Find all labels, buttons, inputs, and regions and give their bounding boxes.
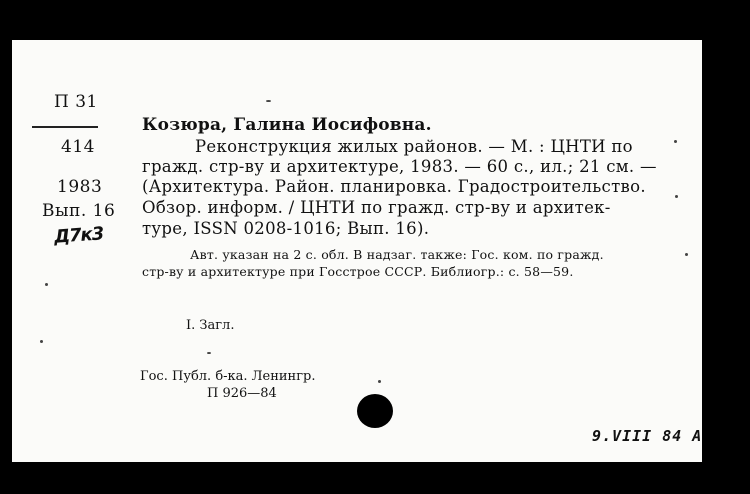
call-issue: Вып. 16 (42, 201, 116, 221)
scan-speck (378, 380, 381, 383)
scan-speck (685, 253, 688, 256)
author-heading: Козюра, Галина Иосифовна. (142, 115, 432, 135)
note-line: стр-ву и архитектуре при Госстрое СССР. Библиогр.: с. 58—59. (142, 264, 574, 279)
scan-speck (207, 352, 211, 354)
scan-speck (675, 195, 678, 198)
scan-speck (40, 340, 43, 343)
record-line: Реконструкция жилых районов. — М. : ЦНТИ по (195, 137, 633, 156)
card-number: П 926—84 (207, 386, 277, 401)
record-line: гражд. стр-ву и архитектуре, 1983. — 60 с., ил.; 21 см. — (142, 157, 657, 176)
date-stamp: 9.VIII 84 A (592, 427, 703, 445)
punch-hole (357, 394, 393, 428)
record-line: туре, ISSN 0208-1016; Вып. 16). (142, 219, 430, 238)
tracing: I. Загл. (186, 318, 235, 333)
call-cipher: П 31 (54, 92, 98, 112)
library-name: Гос. Публ. б-ка. Ленингр. (140, 369, 316, 384)
note-line: Авт. указан на 2 с. обл. В надзаг. также: Гос. ком. по гражд. (190, 247, 604, 262)
handwritten-mark: Д7к3 (53, 223, 104, 248)
scan-speck (45, 283, 48, 286)
call-year: 1983 (57, 177, 103, 197)
record-line: Обзор. информ. / ЦНТИ по гражд. стр-ву и архитек- (142, 198, 611, 217)
scan-speck (674, 140, 677, 143)
scan-border (12, 0, 750, 40)
record-line: (Архитектура. Район. планировка. Градостроительство. (142, 177, 646, 196)
call-number-rule (32, 126, 98, 128)
scan-speck (266, 100, 271, 102)
call-number: 414 (61, 137, 95, 157)
